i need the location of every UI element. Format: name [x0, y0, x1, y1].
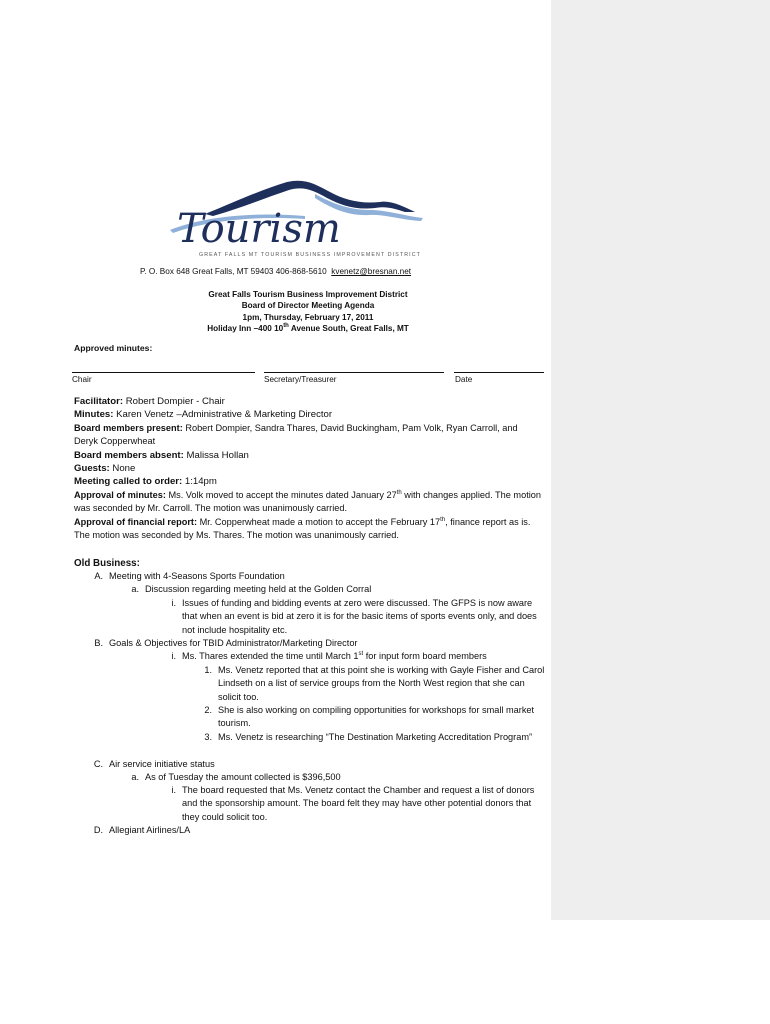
org-name: Great Falls Tourism Business Improvement District — [208, 290, 408, 299]
old-business-heading: Old Business: — [74, 558, 140, 569]
logo-tagline: GREAT FALLS MT TOURISM BUSINESS IMPROVEMENT DISTRICT — [198, 252, 422, 258]
outline-item: a. Discussion regarding meeting held at the Golden Corral — [131, 584, 372, 594]
outline-item: a. As of Tuesday the amount collected is $396,500 — [131, 772, 341, 782]
doc-title: Board of Director Meeting Agenda — [241, 301, 375, 311]
outline-item: 1. Ms. Venetz reported that at this point she is working with Gayle Fisher and Carol Lindseth on a list of service groups from the North West region that she can solicit too. — [204, 665, 545, 702]
meeting-datetime: 1pm, Thursday, February 17, 2011 — [242, 312, 374, 322]
present-line: Board members present: Robert Dompier, Sandra Thares, David Buckingham, Pam Volk, Ryan Carroll, and Deryk Copperwheat — [74, 422, 518, 447]
logo-wordmark: Tourism — [177, 206, 341, 252]
approval-financial-line: Approval of financial report: Mr. Copperwheat made a motion to accept the February 17th, finance report as is. The motion was seconded by Ms. Thares. The motion was unanimously carried. — [74, 516, 531, 541]
outline-item: 2. She is also working on compiling opportunities for workshops for small market tourism. — [204, 705, 535, 729]
facilitator-line: Facilitator: Robert Dompier - Chair — [74, 396, 225, 407]
meeting-location: Holiday Inn –400 10th Avenue South, Great Falls, MT — [207, 322, 409, 333]
outline-item: i. The board requested that Ms. Venetz contact the Chamber and request a list of donors and the sponsorship amount. The board felt they may have other potential donors that they could solicit too. — [171, 785, 535, 822]
called-to-order-line: Meeting called to order: 1:14pm — [74, 476, 217, 488]
outline-item: B. Goals & Objectives for TBID Administrator/Marketing Director — [94, 638, 358, 648]
outline-item: C. Air service initiative status — [93, 759, 215, 769]
attendance-section — [74, 395, 544, 542]
approved-minutes-label: Approved minutes: — [74, 343, 153, 353]
minutes-line: Minutes: Karen Venetz –Administrative & Marketing Director — [74, 409, 333, 421]
signature-line-chair — [72, 372, 255, 373]
tourism-logo — [165, 172, 455, 262]
comment-pane — [551, 0, 770, 920]
absent-line: Board members absent: Malissa Hollan — [74, 449, 249, 461]
sig-label-chair: Chair — [72, 375, 92, 384]
address-line — [0, 267, 551, 276]
signature-line-date — [454, 372, 544, 373]
outline-item: A. Meeting with 4-Seasons Sports Foundation — [94, 571, 285, 581]
outline-item: D. Allegiant Airlines/LA — [93, 825, 191, 835]
sig-label-date: Date — [455, 375, 473, 384]
sig-label-secretary: Secretary/Treasurer — [264, 375, 337, 384]
outline-item: i. Ms. Thares extended the time until March 1st for input form board members — [171, 651, 487, 661]
outline-item: 3. Ms. Venetz is researching “The Destination Marketing Accreditation Program” — [204, 732, 533, 742]
signature-line-secretary — [264, 372, 444, 373]
outline-item: i. Issues of funding and bidding events at zero were discussed. The GFPS is now aware that when an event is bid at zero it is for the basic items of sports events only, and does not include hospitality etc. — [171, 598, 537, 635]
approval-minutes-line: Approval of minutes: Ms. Volk moved to accept the minutes dated January 27th with changes applied. The motion was seconded by Mr. Carroll. The motion was unanimously carried. — [74, 489, 542, 514]
address-text: P. O. Box 648 Great Falls, MT 59403 406-868-5610 — [139, 267, 327, 276]
guests-line: Guests: None — [74, 463, 136, 475]
meeting-header — [0, 289, 616, 334]
email-link[interactable]: kvenetz@bresnan.net — [331, 267, 412, 276]
